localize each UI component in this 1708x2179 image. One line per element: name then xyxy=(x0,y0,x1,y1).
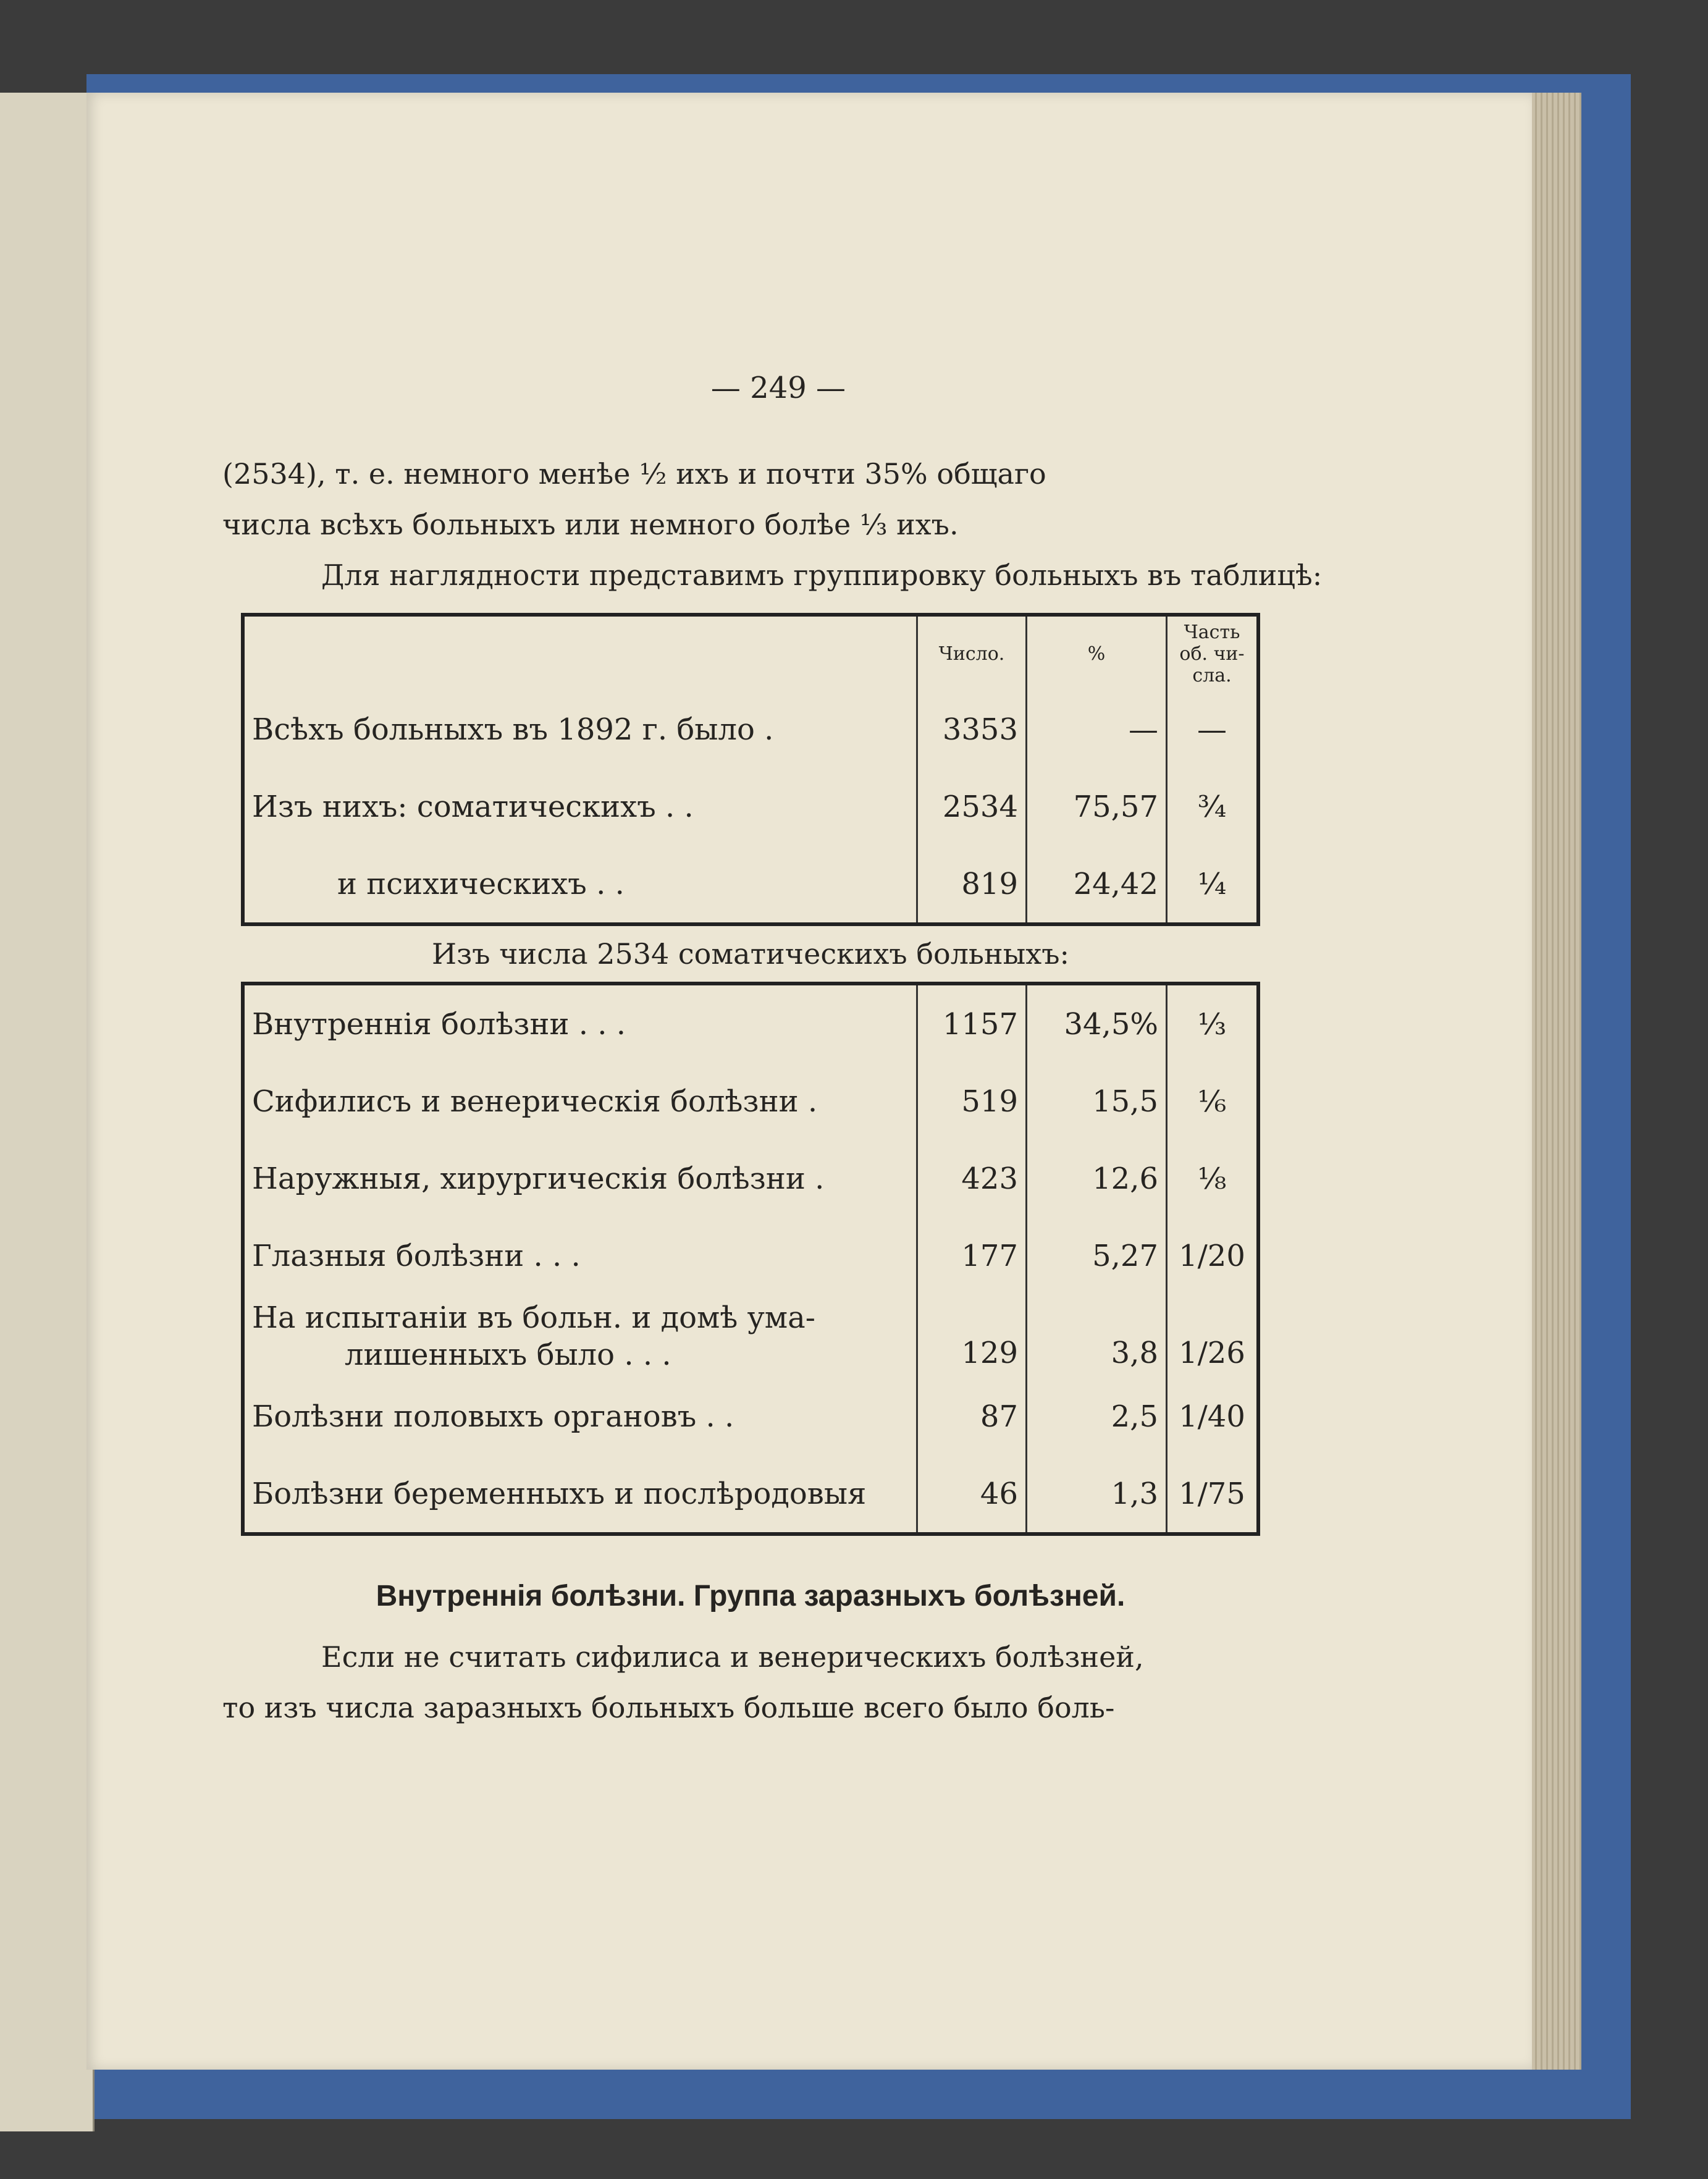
closing-line-1: Если не считать сифилиса и венерическихъ болѣзней, xyxy=(321,1640,1144,1674)
somatic-table-wrap xyxy=(241,982,1260,1536)
row-percent: 5,27 xyxy=(1027,1217,1167,1294)
row-label: Всѣхъ больныхъ въ 1892 г. было . xyxy=(252,712,774,747)
summary-table xyxy=(241,613,1260,926)
row-fraction: ⅓ xyxy=(1167,984,1259,1063)
somatic-table xyxy=(241,982,1260,1536)
row-number: 519 xyxy=(917,1063,1027,1140)
row-label-line-2: лишенныхъ было . . . xyxy=(345,1337,671,1372)
row-label-multiline xyxy=(243,1294,917,1378)
row-number: 3353 xyxy=(917,691,1027,768)
row-percent: 75,57 xyxy=(1027,768,1167,845)
row-fraction: ¼ xyxy=(1167,845,1259,924)
intro-line-1: (2534), т. е. немного менѣе ½ ихъ и почти 35% общаго xyxy=(222,457,1046,491)
intro-line-2: числа всѣхъ больныхъ или немного болѣе ⅓ ихъ. xyxy=(222,508,959,541)
row-percent: 2,5 xyxy=(1027,1378,1167,1455)
row-fraction: — xyxy=(1167,691,1259,768)
book-page xyxy=(86,93,1532,2070)
section-heading: Внутреннія болѣзни. Группа заразныхъ болѣзней. xyxy=(376,1580,1125,1612)
row-fraction: 1/75 xyxy=(1167,1455,1259,1534)
table-row xyxy=(243,1140,1258,1217)
table-row xyxy=(243,1294,1258,1378)
row-number: 423 xyxy=(917,1140,1027,1217)
row-label: Болѣзни беременныхъ и послѣродовыя xyxy=(252,1476,867,1511)
page-number: — 249 — xyxy=(710,371,846,405)
row-percent: 15,5 xyxy=(1027,1063,1167,1140)
row-percent: — xyxy=(1027,691,1167,768)
row-number: 129 xyxy=(917,1294,1027,1378)
row-percent: 24,42 xyxy=(1027,845,1167,924)
table-row xyxy=(243,1063,1258,1140)
table-row xyxy=(243,768,1258,845)
row-fraction: 1/26 xyxy=(1167,1294,1259,1378)
page-edges xyxy=(1526,93,1581,2070)
table-row xyxy=(243,1378,1258,1455)
row-fraction: 1/20 xyxy=(1167,1217,1259,1294)
row-label: Внутреннія болѣзни . . . xyxy=(252,1006,626,1042)
row-percent: 1,3 xyxy=(1027,1455,1167,1534)
row-label: Сифилисъ и венерическія болѣзни . xyxy=(252,1084,818,1119)
row-fraction: ⅛ xyxy=(1167,1140,1259,1217)
closing-line-2: то изъ числа заразныхъ больныхъ больше всего было боль- xyxy=(222,1691,1115,1724)
row-label: Глазныя болѣзни . . . xyxy=(252,1238,581,1273)
left-page-edge xyxy=(0,93,95,2131)
table-row xyxy=(243,691,1258,768)
table-caption: Изъ числа 2534 соматическихъ больныхъ: xyxy=(432,937,1069,971)
table-row xyxy=(243,984,1258,1063)
row-number: 87 xyxy=(917,1378,1027,1455)
row-number: 177 xyxy=(917,1217,1027,1294)
row-number: 1157 xyxy=(917,984,1027,1063)
row-percent: 34,5% xyxy=(1027,984,1167,1063)
row-label-line-1: На испытаніи въ больн. и домѣ ума- xyxy=(252,1300,815,1335)
header-percent: % xyxy=(1027,615,1167,691)
page-content xyxy=(222,278,1334,1733)
row-label: Изъ нихъ: соматическихъ . . xyxy=(252,789,694,824)
table-row xyxy=(243,1455,1258,1534)
row-fraction: 1/40 xyxy=(1167,1378,1259,1455)
row-fraction: ¾ xyxy=(1167,768,1259,845)
header-number: Число. xyxy=(917,615,1027,691)
table-row xyxy=(243,845,1258,924)
row-fraction: ⅙ xyxy=(1167,1063,1259,1140)
row-percent: 3,8 xyxy=(1027,1294,1167,1378)
intro-paragraph-2: Для наглядности представимъ группировку больныхъ въ таблицѣ: xyxy=(321,558,1323,592)
row-percent: 12,6 xyxy=(1027,1140,1167,1217)
row-number: 2534 xyxy=(917,768,1027,845)
row-label: и психическихъ . . xyxy=(337,866,625,901)
row-label: Болѣзни половыхъ органовъ . . xyxy=(252,1399,734,1434)
header-fraction: Часть об. чи-сла. xyxy=(1167,615,1259,691)
row-number: 819 xyxy=(917,845,1027,924)
row-number: 46 xyxy=(917,1455,1027,1534)
summary-table-wrap xyxy=(241,613,1260,926)
table-row xyxy=(243,1217,1258,1294)
summary-table-header xyxy=(243,615,1258,691)
row-label: Наружныя, хирургическія болѣзни . xyxy=(252,1161,825,1196)
